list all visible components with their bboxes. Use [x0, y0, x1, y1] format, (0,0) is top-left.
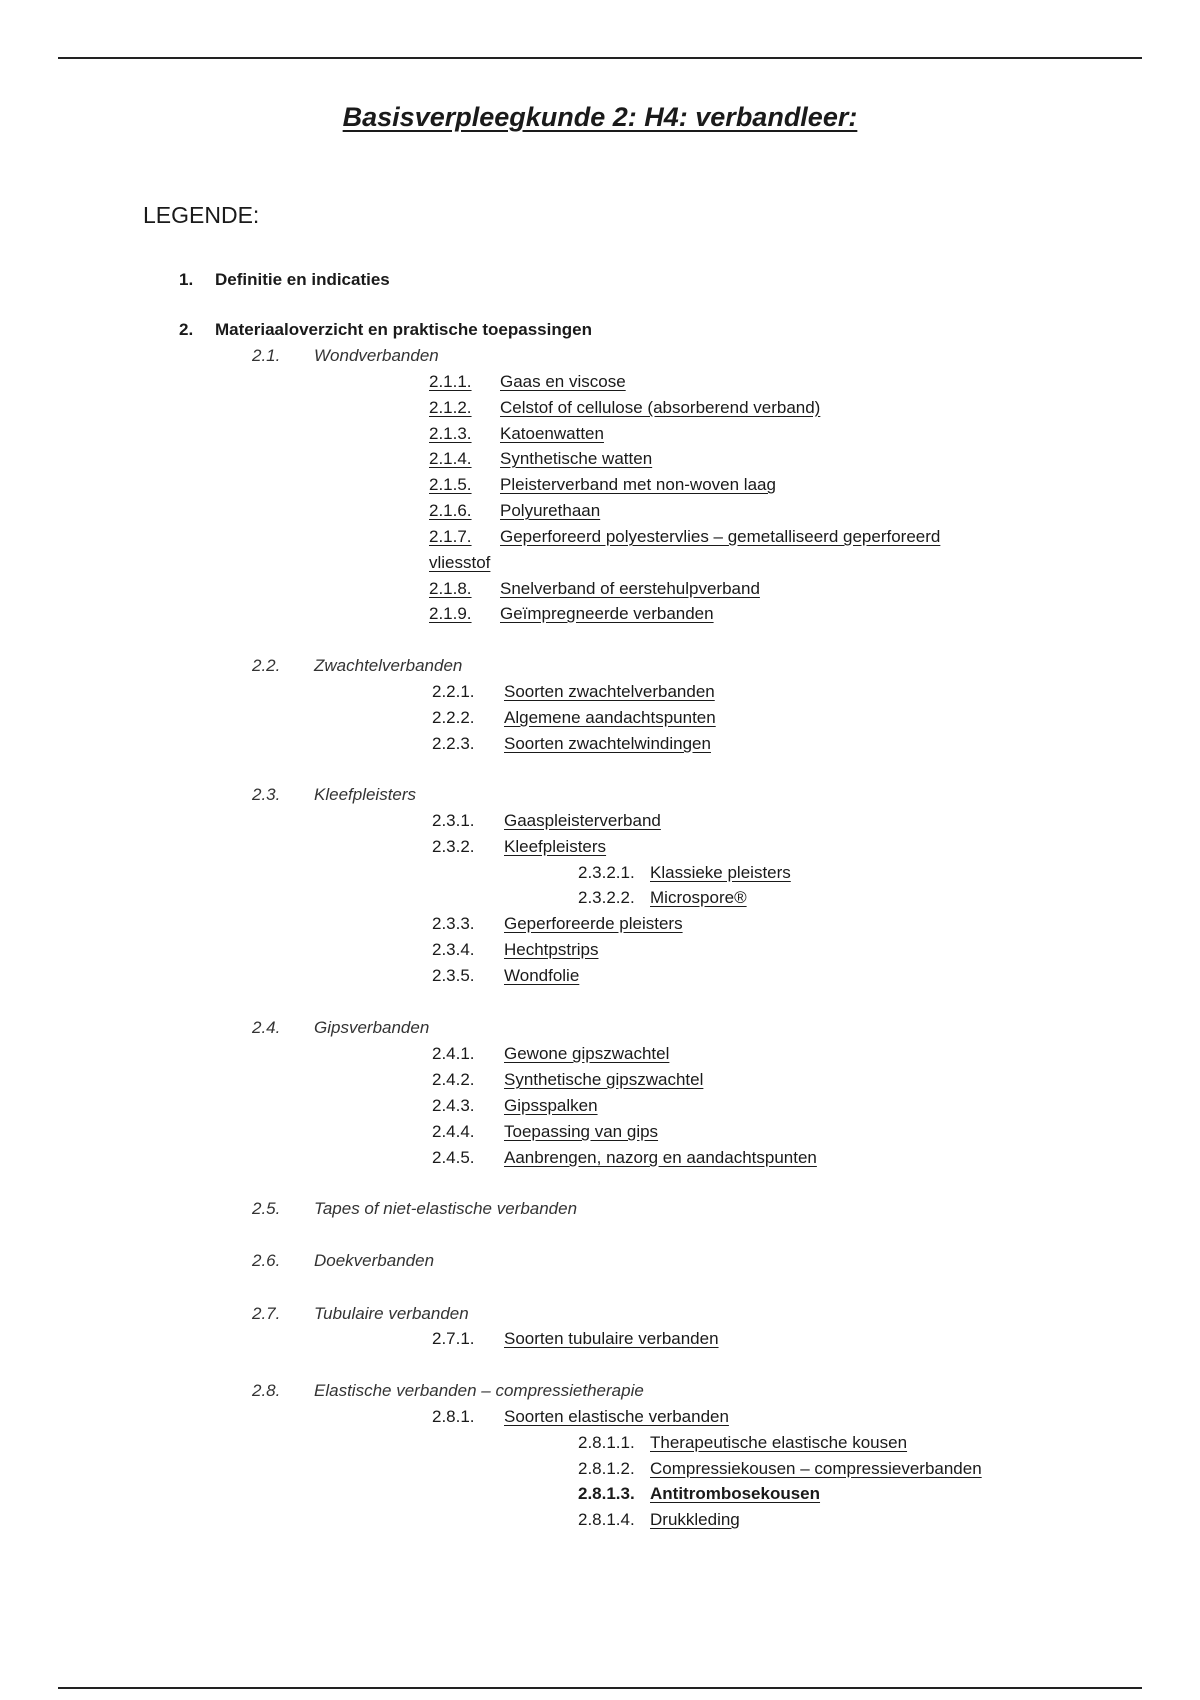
toc-number: 2.1.: [252, 346, 281, 365]
toc-link[interactable]: Kleefpleisters: [504, 837, 607, 856]
toc-link[interactable]: Microspore®: [650, 888, 747, 907]
toc-link[interactable]: Wondfolie: [504, 966, 580, 985]
toc-item[interactable]: [432, 966, 579, 986]
toc-link[interactable]: Synthetische gipszwachtel: [504, 1070, 704, 1089]
toc-number: 2.2.1.: [432, 682, 475, 701]
toc-link[interactable]: Katoenwatten: [500, 424, 604, 443]
toc-link[interactable]: Algemene aandachtspunten: [504, 708, 716, 727]
toc-number: 2.3.2.2.: [578, 888, 635, 907]
toc-item[interactable]: [429, 398, 820, 418]
toc-subitem[interactable]: [578, 863, 791, 883]
toc-link[interactable]: Gipsspalken: [504, 1096, 598, 1115]
toc-item[interactable]: [432, 914, 683, 934]
toc-subitem[interactable]: [578, 1484, 820, 1504]
toc-number: 2.3.3.: [432, 914, 475, 933]
toc-item[interactable]: [432, 1070, 703, 1090]
toc-link[interactable]: Soorten tubulaire verbanden: [504, 1329, 719, 1348]
toc-item[interactable]: [432, 734, 711, 754]
toc-item[interactable]: [432, 1122, 658, 1142]
toc-number: 2.4.4.: [432, 1122, 475, 1141]
toc-section-2-6: [252, 1251, 434, 1271]
toc-number: 2.4.1.: [432, 1044, 475, 1063]
toc-link[interactable]: Hechtpstrips: [504, 940, 599, 959]
toc-number: 2.2.: [252, 656, 281, 675]
toc-section-2-2: [252, 656, 462, 676]
toc-number: 2.1.9.: [429, 604, 472, 623]
toc-item[interactable]: [429, 424, 604, 444]
toc-section-2-7: [252, 1304, 469, 1324]
toc-number: 2.: [179, 320, 194, 339]
toc-number: 2.3.5.: [432, 966, 475, 985]
toc-label: Zwachtelverbanden: [314, 656, 463, 675]
toc-label: Wondverbanden: [314, 346, 439, 365]
toc-label: Elastische verbanden – compressietherapie: [314, 1381, 644, 1400]
toc-section-1: [179, 270, 390, 290]
toc-number: 2.1.7.: [429, 527, 472, 546]
toc-link[interactable]: Antitrombosekousen: [650, 1484, 821, 1503]
toc-link[interactable]: Geïmpregneerde verbanden: [500, 604, 714, 623]
toc-link[interactable]: Soorten zwachtelverbanden: [504, 682, 715, 701]
toc-link[interactable]: Drukkleding: [650, 1510, 740, 1529]
toc-link[interactable]: Gewone gipszwachtel: [504, 1044, 670, 1063]
toc-section-2-8: [252, 1381, 644, 1401]
toc-link[interactable]: Gaas en viscose: [500, 372, 626, 391]
toc-label: Kleefpleisters: [314, 785, 417, 804]
toc-link[interactable]: Toepassing van gips: [504, 1122, 659, 1141]
toc-number: 2.1.5.: [429, 475, 472, 494]
toc-number: 2.1.2.: [429, 398, 472, 417]
toc-subitem[interactable]: [578, 1433, 907, 1453]
toc-item[interactable]: [429, 372, 626, 392]
toc-number: 2.1.1.: [429, 372, 472, 391]
toc-number: 2.3.: [252, 785, 281, 804]
toc-link[interactable]: Gaaspleisterverband: [504, 811, 661, 830]
toc-number: 2.7.1.: [432, 1329, 475, 1348]
toc-number: 2.1.8.: [429, 579, 472, 598]
toc-link[interactable]: Aanbrengen, nazorg en aandachtspunten: [504, 1148, 817, 1167]
toc-number: 2.1.4.: [429, 449, 472, 468]
toc-number: 2.1.3.: [429, 424, 472, 443]
toc-subitem[interactable]: [578, 888, 747, 908]
toc-item[interactable]: [429, 604, 714, 624]
toc-section-2: [179, 320, 592, 340]
toc-link[interactable]: Celstof of cellulose (absorberend verband): [500, 398, 821, 417]
toc-number: 2.3.2.1.: [578, 863, 635, 882]
toc-item[interactable]: [429, 579, 760, 599]
toc-subitem[interactable]: [578, 1510, 740, 1530]
toc-item[interactable]: [432, 1329, 719, 1349]
toc-link[interactable]: Geperforeerde pleisters: [504, 914, 683, 933]
toc-number: 2.3.2.: [432, 837, 475, 856]
toc-link[interactable]: Therapeutische elastische kousen: [650, 1433, 908, 1452]
toc-item[interactable]: [432, 811, 661, 831]
toc-number: 2.2.2.: [432, 708, 475, 727]
toc-section-2-5: [252, 1199, 577, 1219]
toc-number: 2.3.1.: [432, 811, 475, 830]
toc-number: 2.6.: [252, 1251, 281, 1270]
document-title: Basisverpleegkunde 2: H4: verbandleer:: [342, 102, 858, 132]
toc-link[interactable]: Synthetische watten: [500, 449, 653, 468]
toc-number: 2.4.: [252, 1018, 281, 1037]
toc-item[interactable]: [432, 837, 606, 857]
toc-item[interactable]: [432, 708, 716, 728]
legend-heading: LEGENDE:: [143, 202, 260, 228]
toc-label: Doekverbanden: [314, 1251, 435, 1270]
toc-number: 2.8.1.1.: [578, 1433, 635, 1452]
toc-section-2-4: [252, 1018, 429, 1038]
toc-number: 2.2.3.: [432, 734, 475, 753]
toc-number: 1.: [179, 270, 194, 289]
toc-link[interactable]: Compressiekousen – compressieverbanden: [650, 1459, 982, 1478]
toc-link[interactable]: Snelverband of eerstehulpverband: [500, 579, 760, 598]
toc-number: 2.4.2.: [432, 1070, 475, 1089]
toc-link[interactable]: Soorten zwachtelwindingen: [504, 734, 711, 753]
toc-number: 2.4.5.: [432, 1148, 475, 1167]
toc-link-continuation[interactable]: vliesstof: [429, 553, 491, 572]
toc-label: Tapes of niet-elastische verbanden: [314, 1199, 578, 1218]
toc-subitem[interactable]: [578, 1459, 982, 1479]
toc-item[interactable]: [429, 475, 776, 495]
toc-item[interactable]: [429, 449, 652, 469]
toc-item[interactable]: [429, 527, 940, 547]
toc-number: 2.8.1.3.: [578, 1484, 635, 1503]
footer-rule: [58, 1687, 1142, 1689]
toc-number: 2.8.1.2.: [578, 1459, 635, 1478]
toc-number: 2.1.6.: [429, 501, 472, 520]
toc-number: 2.5.: [252, 1199, 281, 1218]
toc-item[interactable]: [429, 501, 600, 521]
toc-number: 2.8.1.: [432, 1407, 475, 1426]
toc-number: 2.4.3.: [432, 1096, 475, 1115]
toc-number: 2.7.: [252, 1304, 281, 1323]
toc-number: 2.8.1.4.: [578, 1510, 635, 1529]
toc-label: Definitie en indicaties: [215, 270, 390, 289]
toc-link[interactable]: Polyurethaan: [500, 501, 601, 520]
toc-label: Tubulaire verbanden: [314, 1304, 469, 1323]
toc-link[interactable]: Klassieke pleisters: [650, 863, 791, 882]
toc-item[interactable]: [432, 682, 715, 702]
toc-link[interactable]: Soorten elastische verbanden: [504, 1407, 729, 1426]
toc-link[interactable]: Geperforeerd polyestervlies – gemetalliseerd geperforeerd: [500, 527, 941, 546]
toc-number: 2.3.4.: [432, 940, 475, 959]
toc-label: Materiaaloverzicht en praktische toepassingen: [215, 320, 592, 339]
toc-item[interactable]: [432, 940, 598, 960]
toc-item[interactable]: [432, 1407, 729, 1427]
toc-number: 2.8.: [252, 1381, 281, 1400]
toc-section-2-3: [252, 785, 416, 805]
toc-item[interactable]: [432, 1096, 598, 1116]
toc-item[interactable]: [432, 1148, 817, 1168]
toc-item[interactable]: [432, 1044, 669, 1064]
toc-section-2-1: [252, 346, 439, 366]
toc-link[interactable]: Pleisterverband met non-woven laag: [500, 475, 776, 494]
toc-label: Gipsverbanden: [314, 1018, 430, 1037]
